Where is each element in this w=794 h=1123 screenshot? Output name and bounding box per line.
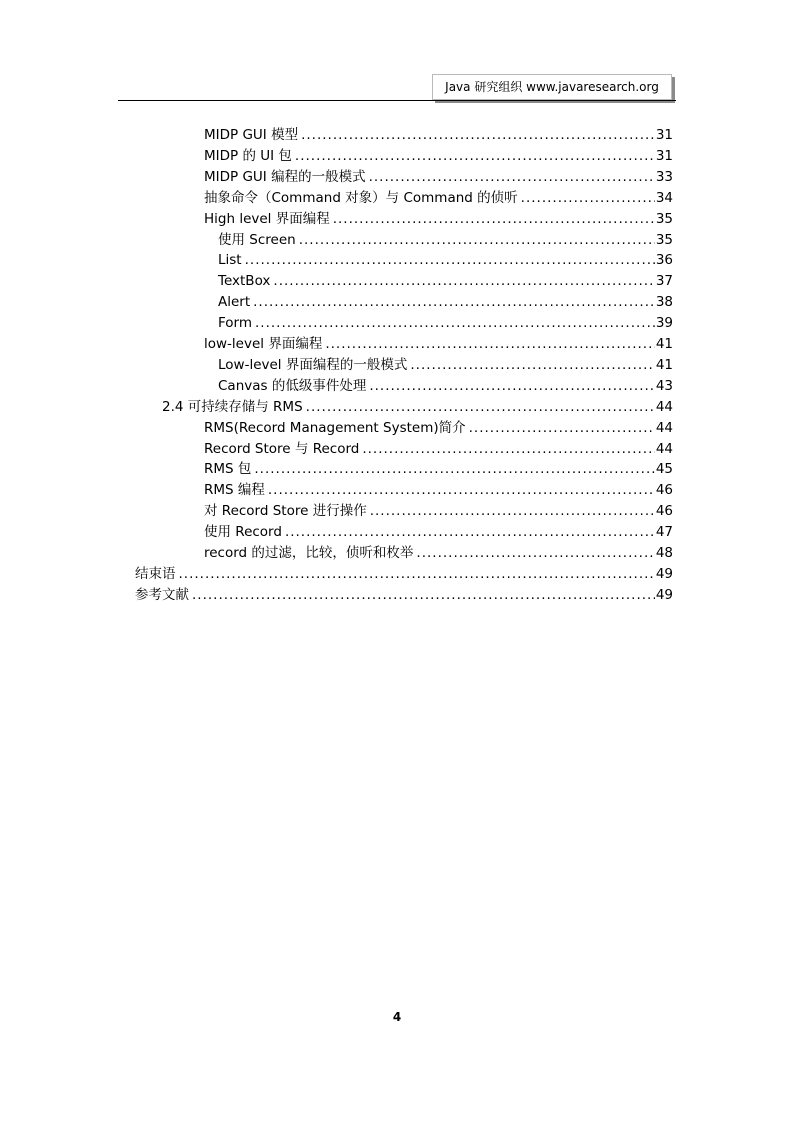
toc-entry-label: TextBox [218, 273, 271, 290]
toc-entry-page: 46 [655, 482, 673, 499]
toc-dot-leader [255, 313, 655, 334]
toc-entry[interactable] [204, 501, 673, 522]
toc-entry[interactable] [218, 376, 673, 397]
toc-entry-page: 44 [655, 398, 673, 415]
toc-dot-leader [273, 271, 654, 292]
toc-dot-leader [369, 376, 654, 397]
toc-entry-label: MIDP GUI 模型 [204, 127, 299, 143]
toc-dot-leader [410, 355, 654, 376]
toc-entry-label: RMS(Record Management System)简介 [204, 419, 466, 436]
toc-entry-page: 34 [655, 189, 673, 206]
toc-entry[interactable] [204, 543, 673, 564]
toc-entry-page: 33 [655, 168, 673, 185]
toc-entry[interactable] [204, 125, 673, 146]
toc-entry[interactable] [204, 209, 673, 230]
toc-dot-leader [192, 585, 655, 606]
toc-dot-leader [362, 439, 654, 460]
toc-entry[interactable] [204, 146, 673, 167]
toc-entry-label: List [218, 252, 242, 269]
toc-entry-label: 对 Record Store 进行操作 [204, 503, 367, 520]
toc-entry[interactable] [162, 397, 673, 418]
toc-entry-label: MIDP GUI 编程的一般模式 [204, 168, 366, 185]
toc-entry[interactable] [204, 334, 673, 355]
toc-entry-page: 39 [655, 315, 673, 332]
running-header-text: Java 研究组织 www.javaresearch.org [445, 80, 659, 94]
toc-entry-label: 抽象命令（Command 对象）与 Command 的侦听 [204, 189, 518, 206]
toc-entry-label: MIDP 的 UI 包 [204, 147, 292, 164]
toc-entry-page: 31 [655, 127, 673, 143]
toc-entry[interactable] [135, 564, 673, 585]
toc-dot-leader [253, 292, 655, 313]
toc-entry[interactable] [204, 522, 673, 543]
toc-dot-leader [370, 501, 655, 522]
toc-dot-leader [179, 564, 655, 585]
toc-entry-label: 参考文献 [135, 586, 189, 603]
header-rule [118, 100, 676, 101]
toc-entry-label: High level 界面编程 [204, 210, 330, 227]
toc-entry-label: RMS 编程 [204, 482, 265, 499]
toc-entry-page: 49 [655, 586, 673, 603]
toc-dot-leader [469, 418, 655, 439]
toc-entry-page: 49 [655, 565, 673, 582]
toc-entry-page: 43 [655, 377, 673, 394]
toc-entry[interactable] [218, 271, 673, 292]
toc-entry-page: 45 [655, 461, 673, 478]
toc-entry[interactable] [204, 167, 673, 188]
toc-entry-page: 31 [655, 147, 673, 164]
toc-entry[interactable] [135, 585, 673, 606]
toc-entry-label: Canvas 的低级事件处理 [218, 377, 367, 394]
toc-dot-leader [325, 334, 654, 355]
toc-dot-leader [333, 209, 655, 230]
toc-entry-page: 35 [655, 210, 673, 227]
toc-entry[interactable] [204, 439, 673, 460]
toc-entry-label: RMS 包 [204, 461, 252, 478]
toc-dot-leader [369, 167, 655, 188]
toc-dot-leader [245, 250, 655, 271]
toc-entry[interactable] [218, 355, 673, 376]
toc-entry-label: Form [218, 315, 253, 332]
toc-entry-page: 44 [655, 419, 673, 436]
toc-entry-label: Low-level 界面编程的一般模式 [218, 356, 408, 373]
toc-entry-label: record 的过滤，比较，侦听和枚举 [204, 545, 414, 561]
toc-entry-page: 41 [655, 356, 673, 373]
toc-entry-label: Record Store 与 Record [204, 440, 360, 457]
toc-dot-leader [285, 522, 655, 543]
toc-dot-leader [306, 397, 655, 418]
toc-dot-leader [521, 188, 655, 209]
toc-entry-page: 47 [655, 524, 673, 541]
toc-entry[interactable] [204, 188, 673, 209]
toc-dot-leader [299, 230, 655, 251]
toc-entry[interactable] [218, 313, 673, 334]
toc-entry[interactable] [218, 250, 673, 271]
toc-dot-leader [416, 543, 654, 564]
toc-entry[interactable] [218, 230, 673, 251]
toc-entry-label: 使用 Screen [218, 231, 296, 248]
toc-entry-label: 结束语 [135, 565, 176, 582]
toc-entry[interactable] [204, 459, 673, 480]
toc-entry-page: 38 [655, 294, 673, 311]
toc-entry[interactable] [204, 418, 673, 439]
toc-dot-leader [301, 125, 655, 146]
toc-entry-page: 35 [655, 231, 673, 248]
toc-dot-leader [295, 146, 655, 167]
toc-entry-label: 使用 Record [204, 524, 282, 541]
toc-dot-leader [254, 459, 654, 480]
toc-entry-page: 46 [655, 503, 673, 520]
toc-entry-page: 41 [655, 336, 673, 352]
toc-entry-page: 48 [655, 545, 673, 561]
toc-entry[interactable] [204, 480, 673, 501]
toc-dot-leader [268, 480, 655, 501]
toc-entry-label: low-level 界面编程 [204, 336, 323, 352]
running-header [432, 74, 672, 100]
toc-entry-label: Alert [218, 294, 251, 311]
toc-entry-page: 37 [655, 273, 673, 290]
page-number: 4 [392, 1010, 402, 1024]
toc-entry-page: 44 [655, 440, 673, 457]
toc-entry-page: 36 [655, 252, 673, 269]
toc-entry-label: 2.4 可持续存储与 RMS [162, 398, 303, 415]
toc-entry[interactable] [218, 292, 673, 313]
